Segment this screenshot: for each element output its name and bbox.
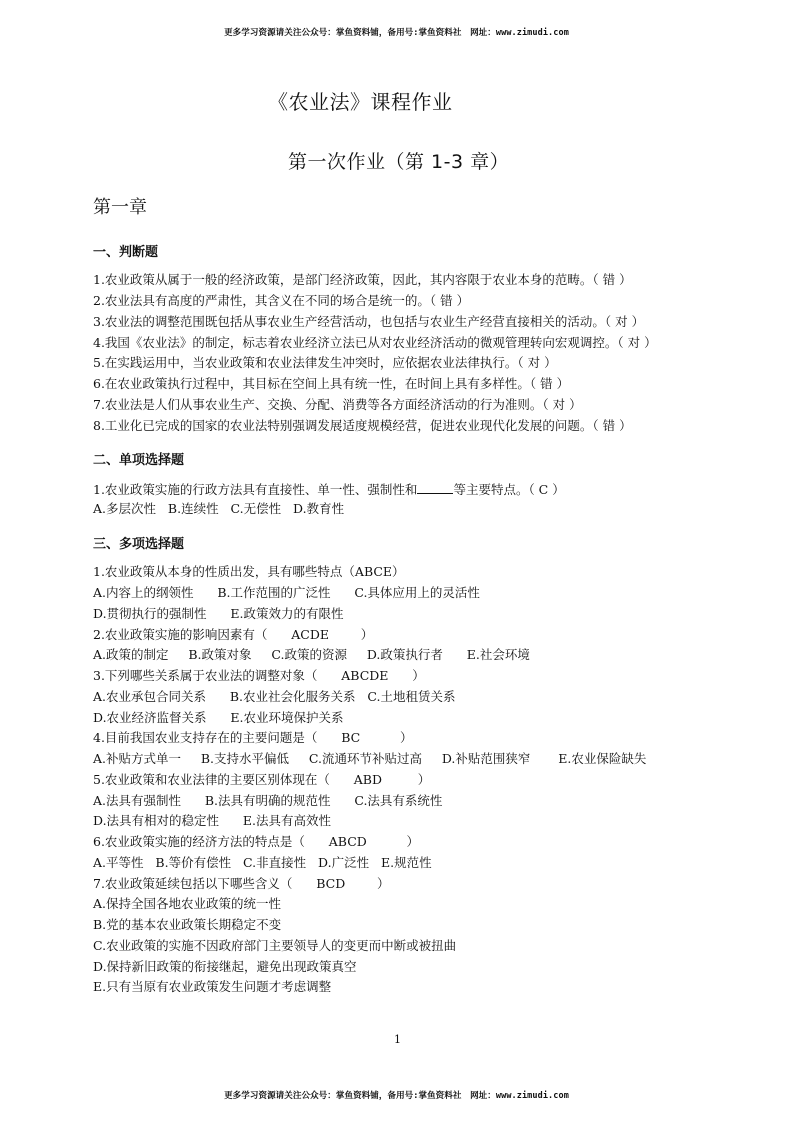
multi-options-7-e: E.只有当原有农业政策发生问题才考虑调整 [93,979,332,994]
multi-options-6: A.平等性 B.等价有偿性 C.非直接性 D.广泛性 E.规范性 [93,855,432,870]
chapter-heading: 第一章 [93,197,147,218]
judgment-item-8: 8.工业化已完成的国家的农业法特别强调发展适度规模经营，促进农业现代化发展的问题。（ 错 ） [93,418,632,433]
answer-blank [417,481,453,494]
single-choice-options-1: A.多层次性 B.连续性 C.无偿性 D.教育性 [93,501,345,516]
judgment-item-2: 2.农业法具有高度的严肃性，其含义在不同的场合是统一的。（ 错 ） [93,293,470,308]
section-heading-single-choice: 二、单项选择题 [93,453,185,468]
multi-question-1: 1.农业政策从本身的性质出发，具有哪些特点（ABCE） [93,564,405,579]
multi-options-5-row-2: D.法具有相对的稳定性 E.法具有高效性 [93,813,331,828]
judgment-item-5: 5.在实践运用中，当农业政策和农业法律发生冲突时，应依据农业法律执行。（ 对 ） [93,355,557,370]
header-banner: 更多学习资源请关注公众号：掌鱼资料铺，备用号:掌鱼资料社 网址：www.zimudi.com [224,28,569,38]
page-number: 1 [394,1033,401,1046]
judgment-item-1: 1.农业政策从属于一般的经济政策，是部门经济政策，因此，其内容限于农业本身的范畴。（ 错 ） [93,272,632,287]
assignment-subtitle: 第一次作业（第 1-3 章） [288,151,510,173]
single-choice-question-1 [93,481,565,498]
question-stem: 1.农业政策实施的行政方法具有直接性、单一性、强制性和 [93,482,418,497]
document-title: 《农业法》课程作业 [268,90,453,114]
multi-options-1-row-1: A.内容上的纲领性 B.工作范围的广泛性 C.具体应用上的灵活性 [93,585,480,600]
multi-options-7-d: D.保持新旧政策的衔接继起，避免出现政策真空 [93,959,357,974]
multi-options-3-row-1: A.农业承包合同关系 B.农业社会化服务关系 C.土地租赁关系 [93,689,456,704]
multi-question-3: 3.下列哪些关系属于农业法的调整对象（ ABCDE ） [93,668,425,683]
section-heading-judgment: 一、判断题 [93,245,159,260]
judgment-item-3: 3.农业法的调整范围既包括从事农业生产经营活动，也包括与农业生产经营直接相关的活动。（ 对 ） [93,314,645,329]
multi-options-5-row-1: A.法具有强制性 B.法具有明确的规范性 C.法具有系统性 [93,793,443,808]
multi-question-5: 5.农业政策和农业法律的主要区别体现在（ ABD ） [93,772,431,787]
judgment-item-4: 4.我国《农业法》的制定，标志着农业经济立法已从对农业经济活动的微观管理转向宏观调控。（ 对 ） [93,335,657,350]
question-tail: 等主要特点。（ C ） [453,482,565,497]
judgment-item-7: 7.农业法是人们从事农业生产、交换、分配、消费等各方面经济活动的行为准则。（ 对 ） [93,397,582,412]
multi-question-6: 6.农业政策实施的经济方法的特点是（ ABCD ） [93,834,420,849]
footer-banner: 更多学习资源请关注公众号：掌鱼资料铺，备用号:掌鱼资料社 网址：www.zimudi.com [224,1091,569,1101]
multi-question-4: 4.目前我国农业支持存在的主要问题是（ BC ） [93,730,413,745]
multi-options-7-a: A.保持全国各地农业政策的统一性 [93,896,282,911]
section-heading-multiple-choice: 三、多项选择题 [93,537,185,552]
multi-options-7-c: C.农业政策的实施不因政府部门主要领导人的变更而中断或被扭曲 [93,938,457,953]
multi-question-7: 7.农业政策延续包括以下哪些含义（ BCD ） [93,876,390,891]
multi-question-2: 2.农业政策实施的影响因素有（ ACDE ） [93,627,374,642]
multi-options-7-b: B.党的基本农业政策长期稳定不变 [93,917,282,932]
multi-options-2: A.政策的制定 B.政策对象 C.政策的资源 D.政策执行者 E.社会环境 [93,647,530,662]
multi-options-4: A.补贴方式单一 B.支持水平偏低 C.流通环节补贴过高 D.补贴范围狭窄 E.农业保险缺失 [93,751,647,766]
multi-options-1-row-2: D.贯彻执行的强制性 E.政策效力的有限性 [93,606,344,621]
multi-options-3-row-2: D.农业经济监督关系 E.农业环境保护关系 [93,710,344,725]
judgment-item-6: 6.在农业政策执行过程中，其目标在空间上具有统一性，在时间上具有多样性。（ 错 ） [93,376,570,391]
